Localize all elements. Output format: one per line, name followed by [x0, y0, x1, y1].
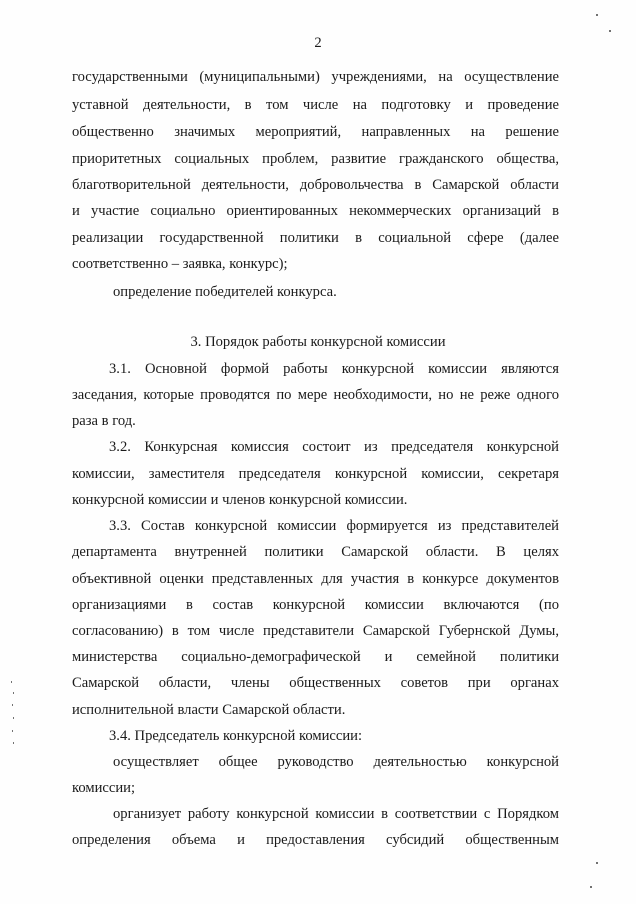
page-number: 2 — [314, 35, 322, 51]
scan-speck — [596, 862, 598, 864]
scan-speck — [609, 30, 611, 32]
text-line: и участие социально ориентированных некоммерческих организаций в — [72, 203, 559, 219]
text-line: 3.3. Состав конкурсной комиссии формируется из представителей — [109, 518, 559, 534]
scan-speck — [13, 742, 14, 744]
text-line: исполнительной власти Самарской области. — [72, 702, 346, 718]
text-line: департамента внутренней политики Самарской области. В целях — [72, 544, 559, 560]
text-line: определения объема и предоставления субсидий общественным — [72, 832, 559, 848]
text-line: объективной оценки представленных для участия в конкурсе документов — [72, 571, 559, 587]
text-line: уставной деятельности, в том числе на подготовку и проведение — [72, 97, 559, 113]
text-line: государственными (муниципальными) учреждениями, на осуществление — [72, 69, 559, 85]
text-line: 3.2. Конкурсная комиссия состоит из председателя конкурсной — [109, 439, 559, 455]
text-line: осуществляет общее руководство деятельностью конкурсной — [113, 754, 559, 770]
scan-speck — [12, 730, 13, 732]
text-line: приоритетных социальных проблем, развитие гражданского общества, — [72, 151, 559, 167]
section-heading: 3. Порядок работы конкурсной комиссии — [190, 334, 446, 350]
text-line: 3.1. Основной формой работы конкурсной комиссии являются — [109, 361, 559, 377]
text-line: министерства социально-демографической и семейной политики — [72, 649, 559, 665]
text-line: согласованию) в том числе представители Самарской Губернской Думы, — [72, 623, 559, 639]
text-line: соответственно – заявка, конкурс); — [72, 256, 288, 272]
text-line: организациями в состав конкурсной комиссии включаются (по — [72, 597, 559, 613]
scan-speck — [13, 692, 14, 694]
text-line: общественно значимых мероприятий, направленных на решение — [72, 124, 559, 140]
scan-speck — [13, 717, 14, 719]
text-line: реализации государственной политики в социальной сфере (далее — [72, 230, 559, 246]
text-line: заседания, которые проводятся по мере необходимости, но не реже одного — [72, 387, 559, 403]
text-line: определение победителей конкурса. — [113, 284, 337, 300]
text-line: организует работу конкурсной комиссии в соответствии с Порядком — [113, 806, 559, 822]
text-line: Самарской области, члены общественных советов при органах — [72, 675, 559, 691]
scan-speck — [590, 886, 592, 888]
text-line: конкурсной комиссии и членов конкурсной комиссии. — [72, 492, 408, 508]
scan-speck — [596, 14, 598, 16]
scan-speck — [12, 704, 13, 706]
text-line: 3.4. Председатель конкурсной комиссии: — [109, 728, 363, 744]
text-line: комиссии; — [72, 780, 136, 796]
scan-speck — [11, 681, 12, 683]
text-line: раза в год. — [72, 413, 136, 429]
text-line: комиссии, заместителя председателя конкурсной комиссии, секретаря — [72, 466, 559, 482]
text-line: благотворительной деятельности, добровольчества в Самарской области — [72, 177, 559, 193]
